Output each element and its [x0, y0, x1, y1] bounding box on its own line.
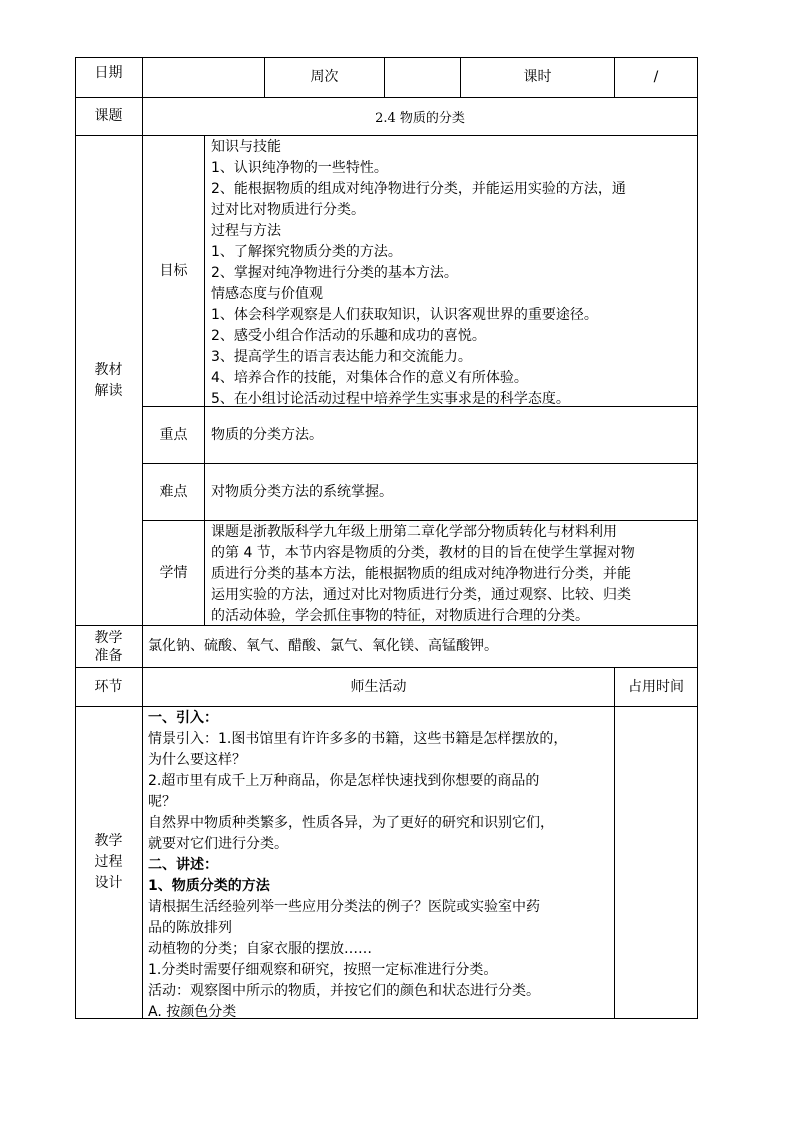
objectives-line: 2、掌握对纯净物进行分类的基本方法。: [211, 265, 458, 281]
objectives-line: 5、在小组讨论活动过程中培养学生实事求是的科学态度。: [211, 391, 570, 407]
row-divider-difficulty: [142, 520, 698, 521]
learner-label: 学情: [159, 564, 188, 581]
prep-value: 氯化钠、硫酸、氧气、醋酸、氯气、氧化镁、高锰酸钾。: [148, 638, 498, 654]
process-label-line3: 设计: [94, 875, 123, 891]
topic-value: 2.4 物质的分类: [375, 111, 465, 126]
process-label: [75, 707, 142, 1018]
learner-line: 的活动体验，学会抓住事物的特征，对物质进行合理的分类。: [211, 608, 589, 624]
process-content: [148, 708, 612, 1023]
learner-line: 课题是浙教版科学九年级上册第二章化学部分物质转化与材料利用: [211, 524, 617, 540]
learner-line: 的第 4 节，本节内容是物质的分类，教材的目的旨在使学生掌握对物: [211, 545, 635, 561]
process-heading-intro: 一、引入：: [148, 710, 218, 726]
prep-label-line1: 教学: [94, 629, 123, 646]
process-line: 请根据生活经验列举一些应用分类法的例子？医院或实验室中药: [148, 899, 540, 915]
process-line: 1.分类时需要仔细观察和研究，按照一定标准进行分类。: [148, 962, 498, 978]
process-line: 情景引入：1.图书馆里有许许多多的书籍，这些书籍是怎样摆放的，: [148, 731, 568, 747]
period-value: /: [653, 69, 659, 85]
analysis-label-line1: 教材: [94, 361, 123, 378]
objectives-line: 1、体会科学观察是人们获取知识，认识客观世界的重要途径。: [211, 307, 598, 323]
learner-content: [211, 522, 695, 627]
week-value: [385, 58, 460, 97]
analysis-label-line2: 解读: [94, 382, 123, 399]
process-line: 动植物的分类；自家衣服的摆放……: [148, 941, 372, 957]
process-line: 活动：观察图中所示的物质，并按它们的颜色和状态进行分类。: [148, 983, 540, 999]
date-label: 日期: [94, 64, 123, 81]
objectives-line: 1、认识纯净物的一些特性。: [211, 160, 388, 176]
time-header: 占用时间: [628, 678, 684, 695]
process-heading-lecture: 二、讲述：: [148, 857, 218, 873]
objectives-line: 过程与方法: [211, 223, 281, 239]
objectives-line: 2、能根据物质的组成对纯净物进行分类，并能运用实验的方法，通: [211, 181, 626, 197]
row-divider-keypoint: [142, 463, 698, 464]
activity-header: 师生活动: [350, 678, 407, 695]
objectives-line: 1、了解探究物质分类的方法。: [211, 244, 402, 260]
process-line: 呢？: [148, 794, 176, 810]
process-line: 就要对它们进行分类。: [148, 836, 288, 852]
date-value: [143, 58, 264, 97]
row-divider-section-header: [75, 706, 698, 707]
analysis-label: [75, 136, 142, 625]
process-line: 为什么要这样？: [148, 752, 246, 768]
process-line: A. 按颜色分类: [148, 1004, 237, 1020]
prep-label: [75, 626, 142, 667]
difficulty-value: 对物质分类方法的系统掌握。: [211, 484, 393, 500]
learner-line: 运用实验的方法，通过对比对物质进行分类，通过观察、比较、归类: [211, 587, 631, 603]
table-border-right: [697, 57, 698, 1018]
learner-line: 质进行分类的基本方法，能根据物质的组成对纯净物进行分类，并能: [211, 566, 631, 582]
objectives-line: 2、感受小组合作活动的乐趣和成功的喜悦。: [211, 328, 486, 344]
objectives-line: 3、提高学生的语言表达能力和交流能力。: [211, 349, 472, 365]
period-label: 课时: [523, 69, 552, 85]
objectives-label: 目标: [159, 262, 188, 279]
process-heading-method: 1、物质分类的方法: [148, 878, 270, 894]
process-time-cell: [615, 707, 697, 1018]
objectives-content: [211, 137, 695, 410]
stage-header: 环节: [94, 678, 123, 695]
objectives-line: 过对比对物质进行分类。: [211, 202, 365, 218]
difficulty-label: 难点: [159, 483, 188, 500]
process-line: 2.超市里有成千上万种商品，你是怎样快速找到你想要的商品的: [148, 773, 540, 789]
week-label: 周次: [310, 69, 339, 85]
objectives-line: 4、培养合作的技能，对集体合作的意义有所体验。: [211, 370, 528, 386]
process-line: 自然界中物质种类繁多，性质各异，为了更好的研究和识别它们，: [148, 815, 554, 831]
key-point-value: 物质的分类方法。: [211, 427, 323, 443]
analysis-sub-divider: [204, 135, 205, 625]
key-point-label: 重点: [159, 426, 188, 443]
process-label-line1: 教学: [94, 833, 123, 849]
prep-label-line2: 准备: [94, 647, 123, 664]
topic-label: 课题: [94, 108, 123, 124]
objectives-line: 情感态度与价值观: [211, 286, 323, 302]
objectives-line: 知识与技能: [211, 139, 281, 155]
process-label-line2: 过程: [94, 854, 123, 870]
process-line: 品的陈放排列: [148, 920, 232, 936]
